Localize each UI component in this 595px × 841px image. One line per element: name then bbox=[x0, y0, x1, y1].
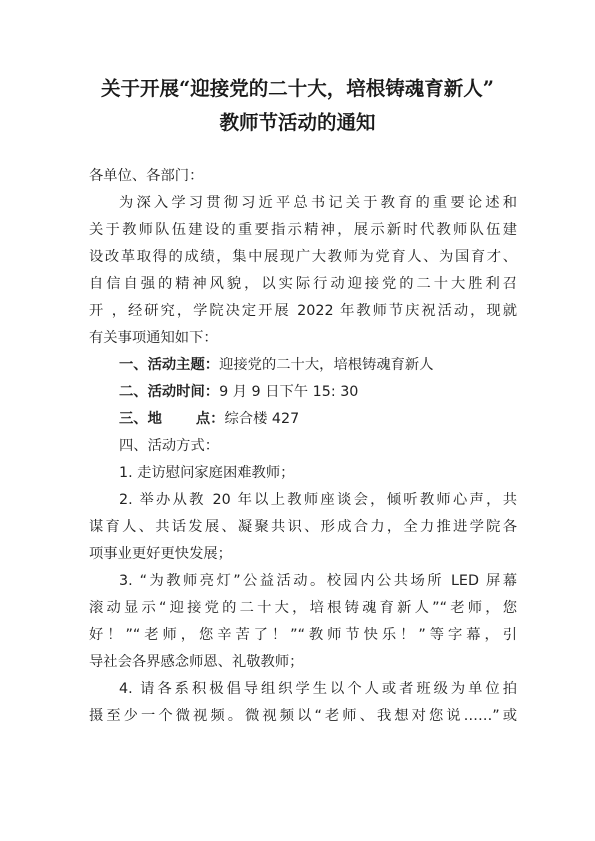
paragraph-line: 2. 举办从教 20 年以上教师座谈会，倾听教师心声，共 bbox=[119, 492, 517, 508]
notice-title bbox=[60, 72, 535, 140]
activity-place-value: 综合楼 427 bbox=[224, 411, 300, 427]
paragraph-line: 导社会各界感念师恩、礼敬教师； bbox=[89, 654, 304, 670]
paragraph-line: 关于教师队伍建设的重要指示精神，展示新时代教师队伍建 bbox=[89, 222, 517, 238]
paragraph-line: 开 ，经研究，学院决定开展 2022 年教师节庆祝活动，现就 bbox=[89, 303, 517, 319]
method-1 bbox=[89, 460, 517, 487]
intro-paragraph bbox=[89, 190, 517, 352]
paragraph-line: 自信自强的精神风貌，以实际行动迎接党的二十大胜利召 bbox=[89, 276, 517, 292]
paragraph-line: 3. “为教师亮灯”公益活动。校园内公共场所 LED 屏幕 bbox=[119, 573, 517, 589]
activity-place bbox=[89, 406, 517, 433]
activity-theme bbox=[89, 352, 517, 379]
activity-theme-value: 迎接党的二十大，培根铸魂育新人 bbox=[219, 357, 434, 373]
paragraph-line: 好！”“老师，您辛苦了！”“教师节快乐！”等字幕，引 bbox=[89, 627, 517, 643]
activity-method-heading: 四、活动方式： bbox=[119, 438, 220, 454]
method-2 bbox=[89, 487, 517, 568]
paragraph-line: 摄至少一个微视频。微视频以“老师、我想对您说……”或 bbox=[89, 708, 517, 724]
paragraph-line: 项事业更好更快发展； bbox=[89, 546, 232, 562]
title-line-2: 教师节活动的通知 bbox=[219, 111, 376, 134]
paragraph-line: 1. 走访慰问家庭困难教师； bbox=[119, 465, 295, 481]
activity-time-label: 二、活动时间： bbox=[119, 384, 220, 400]
paragraph-line: 滚动显示“迎接党的二十大，培根铸魂育新人”“老师，您 bbox=[89, 600, 517, 616]
paragraph-line: 谋育人、共话发展、凝聚共识、形成合力，全力推进学院各 bbox=[89, 519, 517, 535]
method-4 bbox=[89, 676, 517, 730]
activity-place-label: 三、地 点： bbox=[119, 411, 225, 427]
notice-body bbox=[89, 163, 517, 730]
salutation: 各单位、各部门： bbox=[89, 168, 204, 184]
method-3 bbox=[89, 568, 517, 676]
activity-time bbox=[89, 379, 517, 406]
paragraph-line: 有关事项通知如下： bbox=[89, 330, 218, 346]
paragraph-line: 为深入学习贯彻习近平总书记关于教育的重要论述和 bbox=[119, 195, 517, 211]
activity-theme-label: 一、活动主题： bbox=[119, 357, 220, 373]
title-line-1: 关于开展“迎接党的二十大，培根铸魂育新人” bbox=[101, 77, 494, 100]
activity-time-value: 9 月 9 日下午 15: 30 bbox=[219, 384, 359, 400]
paragraph-line: 4. 请各系积极倡导组织学生以个人或者班级为单位拍 bbox=[119, 681, 517, 697]
paragraph-line: 设改革取得的成绩，集中展现广大教师为党育人、为国育才、 bbox=[89, 249, 517, 265]
